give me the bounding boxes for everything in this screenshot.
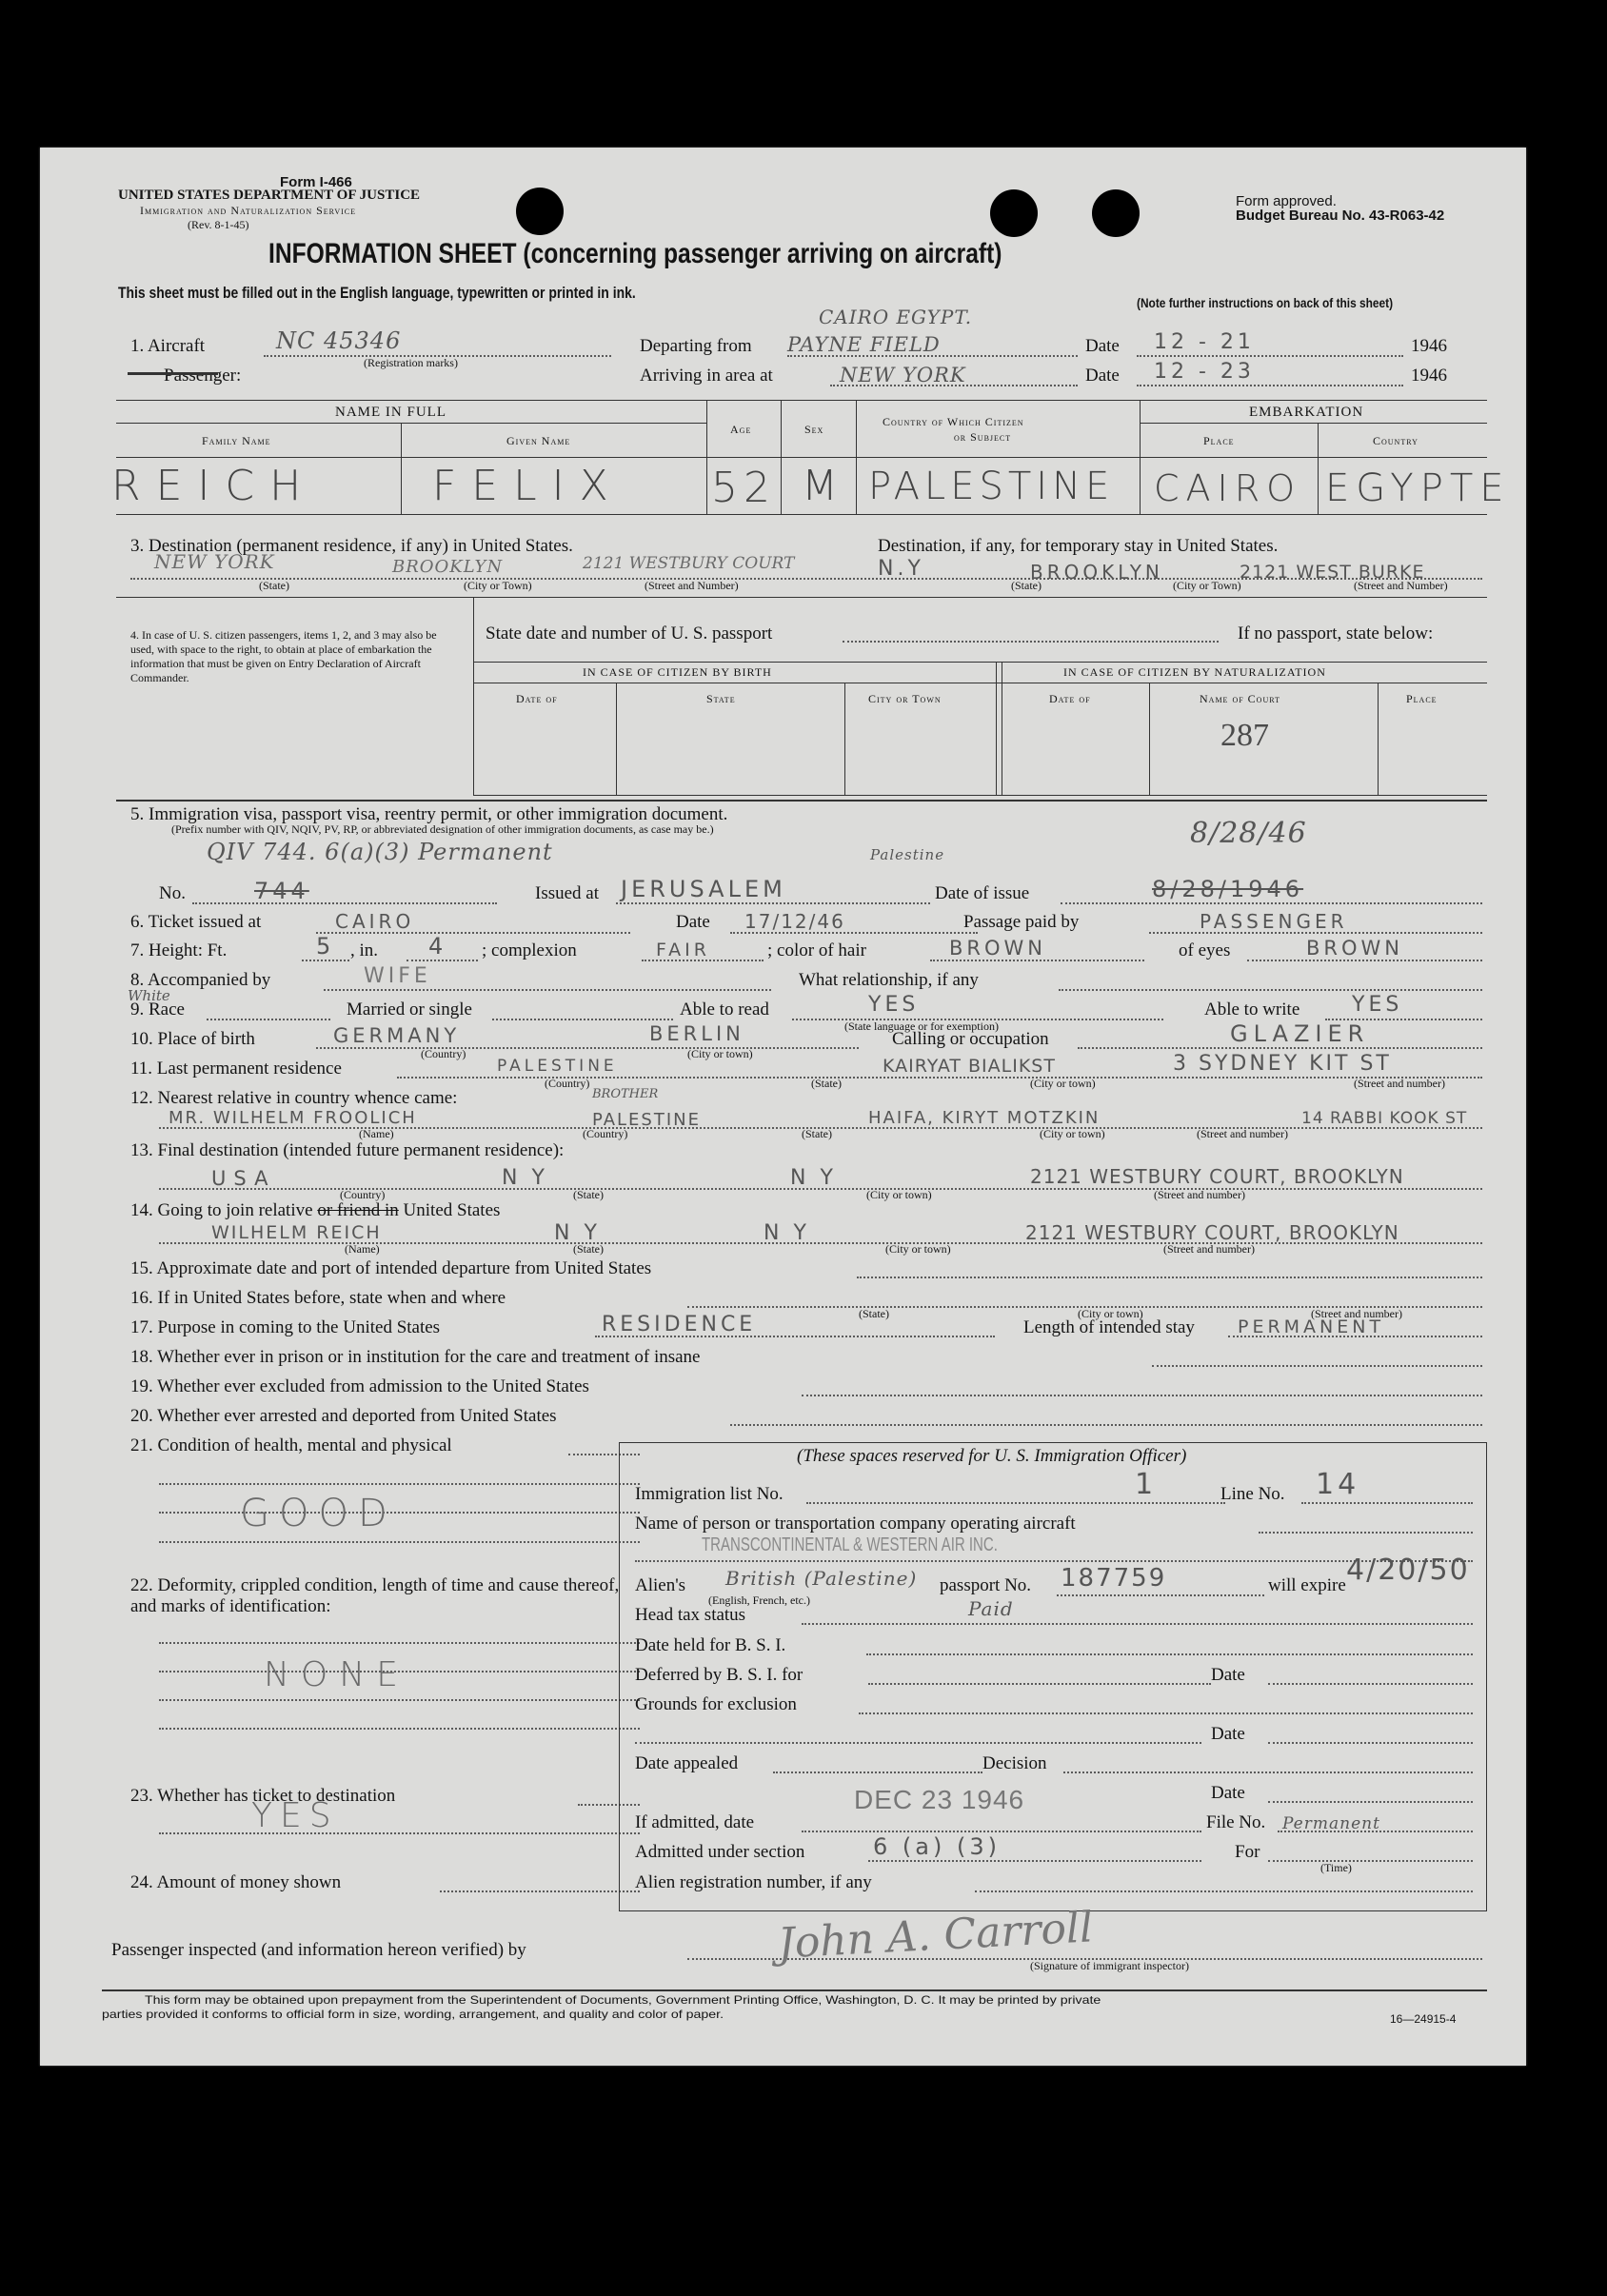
- caption-name: (Name): [359, 1127, 394, 1140]
- final-destination-label: 13. Final destination (intended future permanent residence):: [130, 1140, 565, 1160]
- sex-value: M: [802, 462, 853, 510]
- aircraft-registration: NC 45346: [276, 327, 402, 354]
- state-header: State: [706, 692, 736, 705]
- join-relative-city: N Y: [764, 1221, 810, 1245]
- passport-no-label: passport No.: [940, 1575, 1032, 1595]
- able-to-write-value: YES: [1352, 993, 1403, 1017]
- signature-caption: (Signature of immigrant inspector): [1030, 1959, 1189, 1972]
- departure-plans-label: 15. Approximate date and port of intended departure from United States: [130, 1258, 652, 1278]
- file-no-label: File No.: [1206, 1812, 1266, 1832]
- height-inches: 4: [428, 933, 447, 960]
- date-label: Date: [1085, 336, 1120, 356]
- naturalization-header: IN CASE OF CITIZEN BY NATURALIZATION: [1063, 665, 1326, 679]
- caption-street: (Street and number): [1311, 1307, 1402, 1320]
- last-residence-street: 3 SYDNEY KIT ST: [1173, 1052, 1392, 1076]
- intended-stay-label: Length of intended stay: [1023, 1317, 1195, 1337]
- immigration-document-sub: (Prefix number with QIV, NQIV, PV, RP, or abbreviated designation of other immigration documents, as case may be.): [171, 822, 714, 836]
- join-relative-label: 14. Going to join relative or friend in United States: [130, 1200, 501, 1220]
- excluded-question-label: 19. Whether ever excluded from admission to the United States: [130, 1376, 589, 1396]
- caption-state: (State): [259, 579, 289, 592]
- passage-paid-label: Passage paid by: [963, 912, 1080, 932]
- join-relative-state: N Y: [554, 1221, 601, 1245]
- no-passport-label: If no passport, state below:: [1238, 623, 1434, 643]
- nearest-relative-relationship: BROTHER: [592, 1087, 659, 1101]
- caption-state: (State): [811, 1077, 842, 1090]
- passport-no-value: 187759: [1061, 1564, 1167, 1593]
- file-no-value: Permanent: [1282, 1814, 1380, 1833]
- punch-hole: [1092, 189, 1140, 237]
- visa-no-label: No.: [159, 883, 186, 903]
- birth-country: GERMANY: [333, 1024, 461, 1047]
- arriving-label: Arriving in area at: [640, 366, 773, 386]
- complexion-value: FAIR: [656, 940, 710, 960]
- caption-street: (Street and number): [1197, 1127, 1288, 1140]
- admitted-section-label: Admitted under section: [635, 1842, 805, 1862]
- aircraft-label: 1. Aircraft: [130, 336, 206, 356]
- destination-label: 3. Destination (permanent residence, if any) in United States.: [130, 536, 573, 556]
- instruction-line: This sheet must be filled out in the English language, typewritten or printed in ink.: [118, 284, 636, 302]
- caption-country: (Country): [545, 1077, 590, 1090]
- height-inches-label: , in.: [350, 940, 379, 960]
- aliens-nationality: British (Palestine): [725, 1567, 918, 1590]
- deported-question-label: 20. Whether ever arrested and deported from United States: [130, 1406, 557, 1426]
- occupation-label: Calling or occupation: [892, 1029, 1049, 1049]
- ticket-date-label: Date: [676, 912, 710, 932]
- last-residence-city: KAIRYAT BIALIKST: [883, 1056, 1056, 1077]
- caption-street: (Street and number): [1163, 1242, 1255, 1256]
- language-caption: (State language or for exemption): [844, 1019, 999, 1033]
- inspected-by-label: Passenger inspected (and information hereon verified) by: [111, 1940, 526, 1960]
- name-in-full-header: NAME IN FULL: [335, 405, 446, 420]
- caption-street: (Street and number): [1354, 1077, 1445, 1090]
- final-destination-city: N Y: [790, 1166, 837, 1190]
- embarkation-place-header: Place: [1203, 434, 1235, 447]
- sex-header: Sex: [804, 423, 824, 436]
- temp-state: N.Y: [878, 557, 924, 581]
- appealed-label: Date appealed: [635, 1753, 739, 1773]
- caption-city: (City or Town): [1173, 579, 1241, 592]
- temp-street: 2121 WEST BURKE: [1240, 562, 1425, 583]
- inspector-signature: John A. Carroll: [776, 1903, 1095, 1969]
- arrival-year: 1946: [1411, 366, 1447, 386]
- join-relative-street: 2121 WESTBURY COURT, BROOKLYN: [1025, 1221, 1399, 1244]
- punch-hole: [990, 189, 1038, 237]
- intended-stay-value: PERMANENT: [1238, 1316, 1385, 1337]
- grounds-label: Grounds for exclusion: [635, 1694, 797, 1714]
- visa-value: QIV 744. 6(a)(3) Permanent: [207, 839, 553, 865]
- registration-caption: (Registration marks): [364, 356, 458, 369]
- caption-city: (City or town): [1030, 1077, 1096, 1090]
- embarkation-country-header: Country: [1373, 434, 1419, 447]
- departing-from: PAYNE FIELD: [787, 333, 941, 356]
- prior-visit-label: 16. If in United States before, state when and where: [130, 1288, 506, 1308]
- issued-at-label: Issued at: [535, 883, 600, 903]
- caption-state: (State): [573, 1188, 604, 1201]
- nearest-relative-name: MR. WILHELM FROOLICH: [169, 1108, 417, 1128]
- complexion-label: ; complexion: [482, 940, 577, 960]
- final-destination-state: N Y: [502, 1166, 548, 1190]
- line-no-label: Line No.: [1220, 1484, 1285, 1504]
- departure-date: 12 - 21: [1154, 330, 1255, 354]
- purpose-value: RESIDENCE: [602, 1313, 757, 1336]
- information-sheet-document: [40, 148, 1526, 2066]
- date-of-header: Date of: [516, 692, 558, 705]
- caption-state: (State): [573, 1242, 604, 1256]
- caption-city: (City or Town): [464, 579, 532, 592]
- temp-city: BROOKLYN: [1030, 561, 1163, 584]
- decision-date-label: Date: [1211, 1783, 1245, 1803]
- caption-city: (City or town): [1040, 1127, 1105, 1140]
- purpose-label: 17. Purpose in coming to the United States: [130, 1317, 441, 1337]
- date-of-issue-value: 8/28/1946: [1152, 876, 1304, 902]
- ticket-date: 17/12/46: [744, 910, 845, 933]
- eye-color-label: of eyes: [1179, 940, 1231, 960]
- hair-color-value: BROWN: [949, 937, 1047, 960]
- caption-street: (Street and Number): [1354, 579, 1448, 592]
- prison-question-label: 18. Whether ever in prison or in institution for the care and treatment of insane: [130, 1347, 701, 1367]
- caption-city: (City or town): [687, 1047, 753, 1060]
- citizenship-value: PALESTINE: [868, 465, 1115, 508]
- department-name: UNITED STATES DEPARTMENT OF JUSTICE: [118, 188, 421, 203]
- caption-state: (State): [859, 1307, 889, 1320]
- caption-state: (State): [802, 1127, 832, 1140]
- print-code: 16—24915-4: [1390, 2012, 1457, 2026]
- punch-hole: [516, 188, 564, 235]
- admitted-section-value: 6 (a) (3): [873, 1833, 1001, 1860]
- race-label: 9. Race: [130, 1000, 185, 1019]
- arriving-area: NEW YORK: [840, 364, 966, 386]
- admission-date-stamp: DEC 23 1946: [854, 1785, 1025, 1814]
- caption-name: (Name): [345, 1242, 380, 1256]
- city-header: City or Town: [868, 692, 942, 705]
- final-destination-country: USA: [211, 1167, 276, 1190]
- deformity-label: 22. Deformity, crippled condition, length of time and cause thereof, and marks of identification:: [130, 1575, 620, 1616]
- last-residence-label: 11. Last permanent residence: [130, 1059, 342, 1079]
- perm-street: 2121 WESTBURY COURT: [583, 554, 795, 573]
- aliens-caption: (English, French, etc.): [708, 1593, 810, 1607]
- embarkation-place-value: CAIRO: [1154, 467, 1302, 509]
- head-tax-label: Head tax status: [635, 1605, 746, 1625]
- immigration-document-label: 5. Immigration visa, passport visa, reentry permit, or other immigration document.: [130, 804, 728, 824]
- departure-year: 1946: [1411, 336, 1447, 356]
- citizen-note: 4. In case of U. S. citizen passengers, items 1, 2, and 3 may also be used, with space to the right, to obtain at place of embarkation the information that must be given on Entry Declaration of Aircraft Commander.: [130, 628, 437, 684]
- perm-city: BROOKLYN: [392, 557, 504, 577]
- temporary-destination-label: Destination, if any, for temporary stay in United States.: [878, 536, 1279, 556]
- decision-label: Decision: [982, 1753, 1047, 1773]
- able-to-read-value: YES: [868, 993, 920, 1017]
- race-value: White: [128, 987, 170, 1004]
- head-tax-value: Paid: [968, 1597, 1014, 1620]
- eye-color-value: BROWN: [1306, 937, 1404, 960]
- grounds-date-label: Date: [1211, 1724, 1245, 1744]
- deferred-label: Deferred by B. S. I. for: [635, 1665, 804, 1685]
- ticket-issued-label: 6. Ticket issued at: [130, 912, 262, 932]
- caption-state: (State): [1011, 579, 1042, 592]
- bsi-held-label: Date held for B. S. I.: [635, 1635, 786, 1655]
- join-relative-name: WILHELM REICH: [211, 1222, 382, 1243]
- departing-label: Departing from: [640, 336, 752, 356]
- deformity-value: NONE: [264, 1655, 409, 1694]
- hair-color-label: ; color of hair: [767, 940, 866, 960]
- able-to-write-label: Able to write: [1204, 1000, 1300, 1019]
- married-single-label: Married or single: [347, 1000, 472, 1019]
- court-value: 287: [1220, 718, 1269, 753]
- date-label: Date: [1085, 366, 1120, 386]
- visa-country: Palestine: [870, 846, 945, 863]
- budget-bureau-number: Budget Bureau No. 43-R063-42: [1236, 208, 1445, 224]
- issued-at-value: JERUSALEM: [621, 876, 786, 902]
- given-name-value: FELIX: [432, 462, 624, 510]
- nearest-relative-country: PALESTINE: [592, 1110, 701, 1130]
- occupation-value: GLAZIER: [1230, 1020, 1370, 1047]
- fine-print-2: parties provided it conforms to official form in size, wording, arrangement, and quality and color of paper.: [102, 2008, 724, 2021]
- birth-city: BERLIN: [649, 1022, 744, 1045]
- passage-paid-value: PASSENGER: [1200, 910, 1348, 933]
- age-value: 52: [711, 464, 776, 512]
- health-value: GOOD: [240, 1492, 397, 1535]
- caption-street: (Street and number): [1154, 1188, 1245, 1201]
- fine-print: This form may be obtained upon prepayment from the Superintendent of Documents, Government Printing Office, Washington, D. C. It may be printed by private: [145, 1993, 1101, 2007]
- immigration-list-value: 1: [1135, 1468, 1158, 1501]
- expire-label: will expire: [1268, 1575, 1346, 1595]
- form-number: Form I-466: [280, 174, 352, 190]
- arrival-date: 12 - 23: [1154, 360, 1255, 384]
- ticket-issued-value: CAIRO: [335, 910, 415, 933]
- alien-registration-label: Alien registration number, if any: [635, 1872, 872, 1892]
- page-title: [268, 238, 1002, 270]
- height-feet: 5: [316, 933, 335, 960]
- last-residence-country: PALESTINE: [497, 1057, 618, 1076]
- revision-date: (Rev. 8-1-45): [188, 218, 249, 231]
- caption-city: (City or town): [885, 1242, 951, 1256]
- time-caption: (Time): [1320, 1861, 1352, 1874]
- operating-company-stamp: TRANSCONTINENTAL & WESTERN AIR INC.: [702, 1534, 998, 1555]
- aliens-label: Alien's: [635, 1575, 686, 1595]
- visa-number: 744: [254, 878, 309, 904]
- caption-country: (Country): [421, 1047, 466, 1060]
- for-label: For: [1235, 1842, 1260, 1862]
- visa-date-note: 8/28/46: [1190, 817, 1307, 850]
- date-of-header: Date of: [1049, 692, 1091, 705]
- ticket-question-value: YES: [251, 1796, 339, 1835]
- line-no-value: 14: [1316, 1468, 1360, 1501]
- caption-street: (Street and Number): [645, 579, 739, 592]
- us-passport-label: State date and number of U. S. passport: [486, 623, 773, 643]
- able-to-read-label: Able to read: [680, 1000, 769, 1019]
- title-sub: (concerning passenger arriving on aircraft): [523, 238, 1002, 269]
- relationship-label: What relationship, if any: [799, 970, 979, 990]
- birthplace-label: 10. Place of birth: [130, 1029, 255, 1049]
- form-approved: Form approved.: [1236, 193, 1337, 209]
- officer-box-title: (These spaces reserved for U. S. Immigration Officer): [797, 1446, 1187, 1466]
- deferred-date-label: Date: [1211, 1665, 1245, 1685]
- operating-company-label: Name of person or transportation company operating aircraft: [635, 1514, 1076, 1534]
- citizenship-header: Country of Which Citizen: [883, 415, 1024, 428]
- birth-header: IN CASE OF CITIZEN BY BIRTH: [583, 665, 772, 679]
- health-label: 21. Condition of health, mental and physical: [130, 1435, 452, 1455]
- caption-city: (City or town): [1078, 1307, 1143, 1320]
- service-name: Immigration and Naturalization Service: [140, 204, 357, 217]
- accompanied-value: WIFE: [364, 964, 431, 988]
- nearest-relative-street: 14 RABBI KOOK ST: [1301, 1109, 1468, 1128]
- accompanied-label: 8. Accompanied by: [130, 970, 271, 990]
- final-destination-street: 2121 WESTBURY COURT, BROOKLYN: [1030, 1165, 1404, 1188]
- age-header: Age: [730, 423, 752, 436]
- given-name-header: Given Name: [506, 434, 571, 447]
- height-label: 7. Height: Ft.: [130, 940, 228, 960]
- citizenship-header-2: or Subject: [954, 430, 1012, 444]
- embarkation-header: EMBARKATION: [1249, 405, 1364, 420]
- nearest-relative-label: 12. Nearest relative in country whence came:: [130, 1088, 458, 1108]
- date-of-issue-label: Date of issue: [935, 883, 1030, 903]
- caption-city: (City or town): [866, 1188, 932, 1201]
- nearest-relative-city: HAIFA, KIRYT MOTZKIN: [868, 1108, 1101, 1128]
- money-label: 24. Amount of money shown: [130, 1872, 342, 1892]
- family-name-header: Family Name: [202, 434, 271, 447]
- immigration-list-label: Immigration list No.: [635, 1484, 784, 1504]
- perm-state: NEW YORK: [154, 550, 275, 573]
- place-header: Place: [1406, 692, 1438, 705]
- caption-country: (Country): [340, 1188, 386, 1201]
- expire-value: 4/20/50: [1346, 1554, 1470, 1587]
- instruction-note: (Note further instructions on back of this sheet): [1137, 295, 1394, 310]
- title-main: INFORMATION SHEET: [268, 238, 517, 269]
- departing-note: CAIRO EGYPT.: [819, 306, 973, 328]
- ticket-question-label: 23. Whether has ticket to destination: [130, 1786, 396, 1806]
- passenger-label: Passenger:: [164, 366, 242, 386]
- family-name-value: REICH: [111, 462, 317, 510]
- admitted-date-label: If admitted, date: [635, 1812, 755, 1832]
- court-header: Name of Court: [1200, 692, 1280, 705]
- embarkation-country-value: EGYPTE: [1325, 466, 1511, 510]
- caption-country: (Country): [583, 1127, 628, 1140]
